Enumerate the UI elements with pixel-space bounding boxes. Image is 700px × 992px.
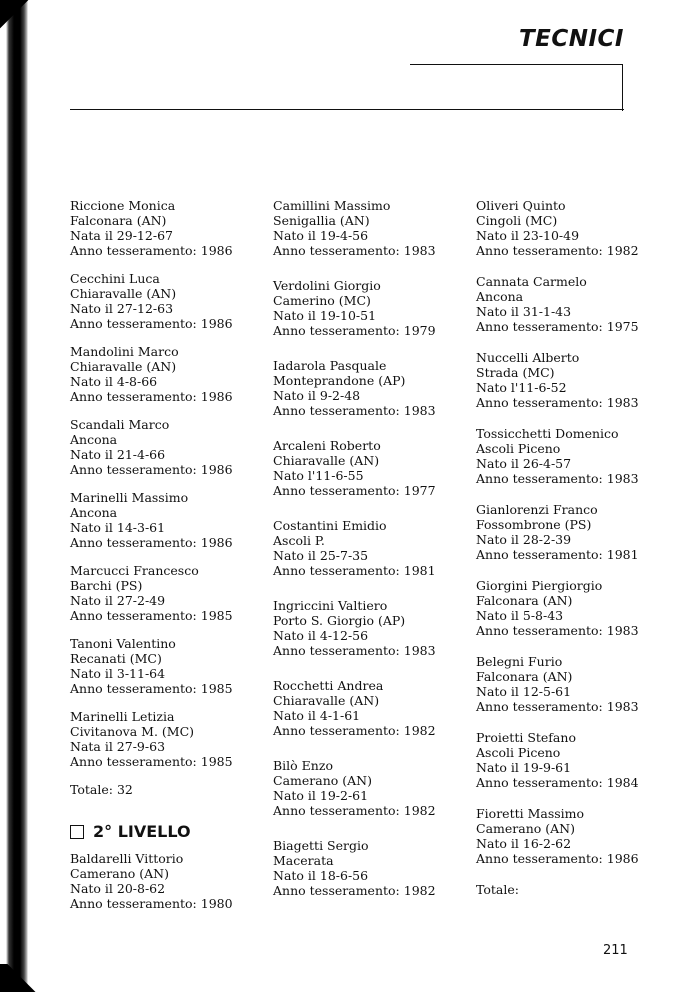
entry-membership: Anno tesseramento: 1985 <box>70 608 233 623</box>
entry-membership: Anno tesseramento: 1983 <box>476 395 639 410</box>
entry-membership: Anno tesseramento: 1986 <box>70 462 233 477</box>
entry-place: Ascoli P. <box>273 533 325 548</box>
entry <box>70 563 260 623</box>
entry-name: Fioretti Massimo <box>476 806 585 821</box>
entry-name: Oliveri Quinto <box>476 198 566 213</box>
entry-name: Ingriccini Valtiero <box>273 598 388 613</box>
entry <box>70 709 260 769</box>
entry-place: Fossombrone (PS) <box>476 517 592 532</box>
entry-membership: Anno tesseramento: 1981 <box>273 563 436 578</box>
entry-place: Monteprandone (AP) <box>273 373 406 388</box>
entry-place: Chiaravalle (AN) <box>70 359 177 374</box>
entry-place: Ascoli Piceno <box>476 745 561 760</box>
entry-membership: Anno tesseramento: 1975 <box>476 319 639 334</box>
entry-place: Ascoli Piceno <box>476 441 561 456</box>
entry <box>476 654 666 714</box>
entry-birth: Nato il 21-4-66 <box>70 447 166 462</box>
entry-name: Marcucci Francesco <box>70 563 199 578</box>
entry-birth: Nato il 4-8-66 <box>70 374 158 389</box>
entry-membership: Anno tesseramento: 1983 <box>273 403 436 418</box>
entry-place: Camerino (MC) <box>273 293 371 308</box>
entry-birth: Nato il 26-4-57 <box>476 456 572 471</box>
entry-membership: Anno tesseramento: 1983 <box>476 623 639 638</box>
entry-name: Cannata Carmelo <box>476 274 587 289</box>
entry-birth: Nato il 5-8-43 <box>476 608 564 623</box>
entry-birth: Nato il 4-12-56 <box>273 628 369 643</box>
entry-birth: Nato il 16-2-62 <box>476 836 572 851</box>
entry <box>70 490 260 550</box>
entry-birth: Nato il 27-12-63 <box>70 301 174 316</box>
entry-place: Ancona <box>70 505 118 520</box>
entry <box>273 518 463 578</box>
entry <box>273 438 463 498</box>
entry-place: Ancona <box>70 432 118 447</box>
entry <box>70 271 260 331</box>
entry-name: Iadarola Pasquale <box>273 358 387 373</box>
entry <box>273 598 463 658</box>
entry-membership: Anno tesseramento: 1982 <box>273 803 436 818</box>
entry <box>273 838 463 898</box>
entry-place: Chiaravalle (AN) <box>273 693 380 708</box>
entry-birth: Nato il 19-4-56 <box>273 228 369 243</box>
entry-membership: Anno tesseramento: 1983 <box>273 643 436 658</box>
entry-name: Camillini Massimo <box>273 198 391 213</box>
entry-place: Barchi (PS) <box>70 578 143 593</box>
entry-birth: Nato il 3-11-64 <box>70 666 166 681</box>
entry-name: Riccione Monica <box>70 198 176 213</box>
totale-label: Totale: 32 <box>70 782 133 797</box>
spine-bottom-shadow <box>0 964 50 992</box>
entry-membership: Anno tesseramento: 1979 <box>273 323 436 338</box>
entry-birth: Nato il 12-5-61 <box>476 684 572 699</box>
entry <box>70 198 260 258</box>
entry-name: Rocchetti Andrea <box>273 678 384 693</box>
entry-name: Cecchini Luca <box>70 271 160 286</box>
entry-birth: Nata il 27-9-63 <box>70 739 166 754</box>
entry-membership: Anno tesseramento: 1986 <box>70 389 233 404</box>
entry-place: Cingoli (MC) <box>476 213 558 228</box>
entry-membership: Anno tesseramento: 1983 <box>273 243 436 258</box>
entry <box>70 636 260 696</box>
entry-name: Marinelli Massimo <box>70 490 189 505</box>
entry-birth: Nato il 19-10-51 <box>273 308 377 323</box>
entry-birth: Nato il 4-1-61 <box>273 708 361 723</box>
entry-place: Recanati (MC) <box>70 651 162 666</box>
entry-name: Tossicchetti Domenico <box>476 426 619 441</box>
entry <box>476 426 666 486</box>
entry-place: Macerata <box>273 853 334 868</box>
entry-birth: Nato il 19-2-61 <box>273 788 369 803</box>
entry-birth: Nato il 28-2-39 <box>476 532 572 547</box>
section-heading <box>70 822 260 841</box>
entry-membership: Anno tesseramento: 1986 <box>70 243 233 258</box>
entry-birth: Nato il 23-10-49 <box>476 228 580 243</box>
entry-birth: Nato il 27-2-49 <box>70 593 166 608</box>
entry <box>476 806 666 866</box>
entry-membership: Anno tesseramento: 1981 <box>476 547 639 562</box>
entry-name: Proietti Stefano <box>476 730 576 745</box>
entry-membership: Anno tesseramento: 1980 <box>70 896 233 911</box>
entry-place: Chiaravalle (AN) <box>273 453 380 468</box>
entry-membership: Anno tesseramento: 1984 <box>476 775 639 790</box>
book-spine-shadow <box>0 0 28 992</box>
entry-name: Marinelli Letizia <box>70 709 175 724</box>
entry <box>70 344 260 404</box>
entry-place: Camerano (AN) <box>273 773 372 788</box>
entry-name: Costantini Emidio <box>273 518 387 533</box>
header-rule <box>70 109 624 110</box>
entry <box>476 578 666 638</box>
entry-name: Scandali Marco <box>70 417 170 432</box>
column-2 <box>273 198 463 918</box>
entry-name: Gianlorenzi Franco <box>476 502 598 517</box>
entry <box>273 758 463 818</box>
entry <box>476 350 666 410</box>
entry <box>273 678 463 738</box>
header-frame <box>410 64 623 111</box>
entry-birth: Nato l'11-6-52 <box>476 380 567 395</box>
column-3 <box>476 198 666 897</box>
entry <box>273 358 463 418</box>
entry-place: Chiaravalle (AN) <box>70 286 177 301</box>
entry-place: Falconara (AN) <box>476 593 573 608</box>
section-heading-label: 2° LIVELLO <box>93 822 191 841</box>
entry-membership: Anno tesseramento: 1982 <box>476 243 639 258</box>
entry-membership: Anno tesseramento: 1977 <box>273 483 436 498</box>
entry-place: Ancona <box>476 289 524 304</box>
entry <box>476 274 666 334</box>
entry-name: Tanoni Valentino <box>70 636 176 651</box>
entry-place: Falconara (AN) <box>476 669 573 684</box>
entry-place: Falconara (AN) <box>70 213 167 228</box>
entry-membership: Anno tesseramento: 1985 <box>70 754 233 769</box>
entry-birth: Nato il 18-6-56 <box>273 868 369 883</box>
entry <box>476 198 666 258</box>
entry-membership: Anno tesseramento: 1983 <box>476 471 639 486</box>
entry-name: Nuccelli Alberto <box>476 350 580 365</box>
entry-name: Giorgini Piergiorgio <box>476 578 603 593</box>
spine-top-shadow <box>0 0 40 30</box>
entry <box>476 502 666 562</box>
checkbox-icon <box>70 825 84 839</box>
column-1 <box>70 198 260 924</box>
entry <box>70 417 260 477</box>
entry-membership: Anno tesseramento: 1986 <box>70 535 233 550</box>
entry-name: Biagetti Sergio <box>273 838 369 853</box>
entry-place: Camerano (AN) <box>70 866 169 881</box>
entry-name: Mandolini Marco <box>70 344 179 359</box>
entry-membership: Anno tesseramento: 1986 <box>476 851 639 866</box>
entry-birth: Nata il 29-12-67 <box>70 228 173 243</box>
entry-name: Verdolini Giorgio <box>273 278 381 293</box>
entry-name: Arcaleni Roberto <box>273 438 381 453</box>
totale-label: Totale: <box>476 882 519 897</box>
page-number: 211 <box>603 943 628 958</box>
entry-birth: Nato il 20-8-62 <box>70 881 166 896</box>
entry-place: Senigallia (AN) <box>273 213 370 228</box>
entry-name: Bilò Enzo <box>273 758 333 773</box>
entry-membership: Anno tesseramento: 1982 <box>273 883 436 898</box>
entry-birth: Nato il 31-1-43 <box>476 304 572 319</box>
entry-name: Baldarelli Vittorio <box>70 851 184 866</box>
entry-membership: Anno tesseramento: 1983 <box>476 699 639 714</box>
entry-birth: Nato il 19-9-61 <box>476 760 572 775</box>
entry <box>273 278 463 338</box>
entry-birth: Nato l'11-6-55 <box>273 468 364 483</box>
entry-place: Porto S. Giorgio (AP) <box>273 613 406 628</box>
entry-birth: Nato il 14-3-61 <box>70 520 166 535</box>
entry <box>273 198 463 258</box>
entry-birth: Nato il 25-7-35 <box>273 548 369 563</box>
entry <box>70 851 260 911</box>
entry-place: Civitanova M. (MC) <box>70 724 195 739</box>
entry-membership: Anno tesseramento: 1986 <box>70 316 233 331</box>
entry-place: Camerano (AN) <box>476 821 575 836</box>
entry-place: Strada (MC) <box>476 365 555 380</box>
entry-name: Belegni Furio <box>476 654 563 669</box>
entry-membership: Anno tesseramento: 1982 <box>273 723 436 738</box>
entry-membership: Anno tesseramento: 1985 <box>70 681 233 696</box>
entry <box>476 730 666 790</box>
entry-birth: Nato il 9-2-48 <box>273 388 361 403</box>
page-title: TECNICI <box>518 26 624 52</box>
